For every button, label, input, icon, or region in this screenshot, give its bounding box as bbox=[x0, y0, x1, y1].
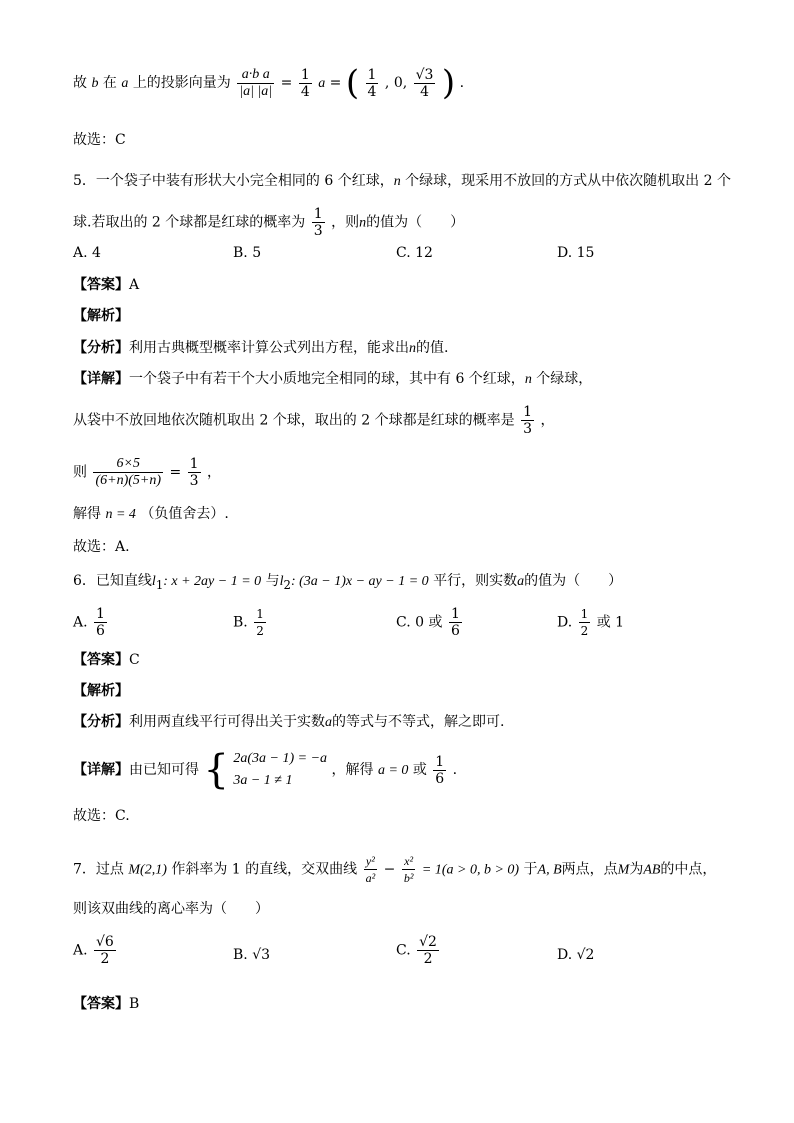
text: 在 bbox=[102, 75, 117, 91]
q5-stem-2: 球.若取出的 2 个球都是红球的概率为 $\frac{1}{3}$ ，则n的值为（ ） bbox=[73, 206, 465, 239]
q5-analysis: 【解析】 bbox=[73, 308, 129, 324]
text: 上的投影向量为 bbox=[132, 75, 231, 91]
q6-option-a: A. $\frac{1}{6}$ bbox=[73, 606, 105, 639]
q6-option-c: C. 0 或 $\frac{1}{6}$ bbox=[396, 606, 460, 639]
projection-line: 故 b 在 a 上的投影向量为 $\frac{\text{a·b a}}{|a| |a|}$ = $\frac{1}{4}$ a = ( $\frac{1}{4}$ , 0, $\frac{√3}{4}$ ) . bbox=[73, 63, 465, 103]
q5-option-c: C. 12 bbox=[396, 245, 433, 261]
q6-final: 故选：C. bbox=[73, 808, 130, 824]
q6-stem: 6．已知直线$l_1$: x + 2ay − 1 = 0 与$l_2$: (3a − 1)x − ay − 1 = 0 平行，则实数a的值为（ ） bbox=[73, 573, 623, 592]
q5-detail-1: 【详解】一个袋子中有若干个大小质地完全相同的球，其中有 6 个红球，n 个绿球， bbox=[73, 371, 593, 387]
q7-stem: 7．过点 M(2,1) 作斜率为 1 的直线，交双曲线 $\frac{\text{y²}}{\text{a²}}$ − $\frac{\text{x²}}{\text{b²}}$ = 1(a > 0, b > 0) 于A, B两点，点M为AB的中点， bbox=[73, 854, 717, 885]
text: 故 bbox=[73, 75, 87, 91]
fraction: $\frac{1}{4}$ bbox=[300, 66, 310, 100]
answer-line: 故选：C bbox=[73, 132, 126, 148]
q5-option-a: A. 4 bbox=[73, 245, 101, 261]
q5-fenxi: 【分析】利用古典概型概率计算公式列出方程，能求出n的值. bbox=[73, 340, 449, 356]
q7-option-b: B. √3 bbox=[233, 947, 271, 963]
q7-stem-2: 则该双曲线的离心率为（ ） bbox=[73, 901, 269, 917]
q6-analysis: 【解析】 bbox=[73, 683, 129, 699]
q5-answer: 【答案】A bbox=[73, 277, 140, 293]
q5-detail-2: 从袋中不放回地依次随机取出 2 个球，取出的 2 个球都是红球的概率是 $\frac{1}{3}$ ， bbox=[73, 404, 555, 437]
projection-fraction: $\frac{\text{a·b a}}{|a| |a|}$ bbox=[239, 66, 273, 99]
q6-fenxi: 【分析】利用两直线平行可得出关于实数a的等式与不等式，解之即可. bbox=[73, 714, 505, 730]
q5-equation: 则 $\frac{6\times 5}{(6+n)(5+n)}$ = $\frac{1}{3}$ ， bbox=[73, 456, 222, 489]
q6-answer: 【答案】C bbox=[73, 652, 140, 668]
vector-b: b bbox=[91, 76, 99, 91]
q5-final: 故选：A. bbox=[73, 539, 130, 555]
q6-detail: 【详解】由已知可得 { 2a(3a − 1) = −a 3a − 1 ≠ 1 ，解得 a = 0 或 $\frac{1}{6}$ . bbox=[73, 747, 458, 793]
q5-solve: 解得 n = 4 （负值舍去）. bbox=[73, 506, 229, 522]
q6-option-b: B. $\frac{1}{2}$ bbox=[233, 607, 264, 638]
q5-option-d: D. 15 bbox=[557, 245, 595, 261]
q7-answer: 【答案】B bbox=[73, 996, 140, 1012]
q5-option-b: B. 5 bbox=[233, 245, 262, 261]
vector-a: a bbox=[121, 76, 129, 91]
q5-stem-1: 5．一个袋子中装有形状大小完全相同的 6 个红球，n 个绿球，现采用不放回的方式从中依次随机取出 2 个 bbox=[73, 173, 731, 189]
q7-option-c: C. $\frac{√2}{2}$ bbox=[396, 934, 437, 967]
q7-option-a: A. $\frac{√6}{2}$ bbox=[73, 934, 114, 967]
q6-option-d: D. $\frac{1}{2}$ 或 1 bbox=[557, 607, 625, 638]
q7-option-d: D. √2 bbox=[557, 947, 595, 963]
